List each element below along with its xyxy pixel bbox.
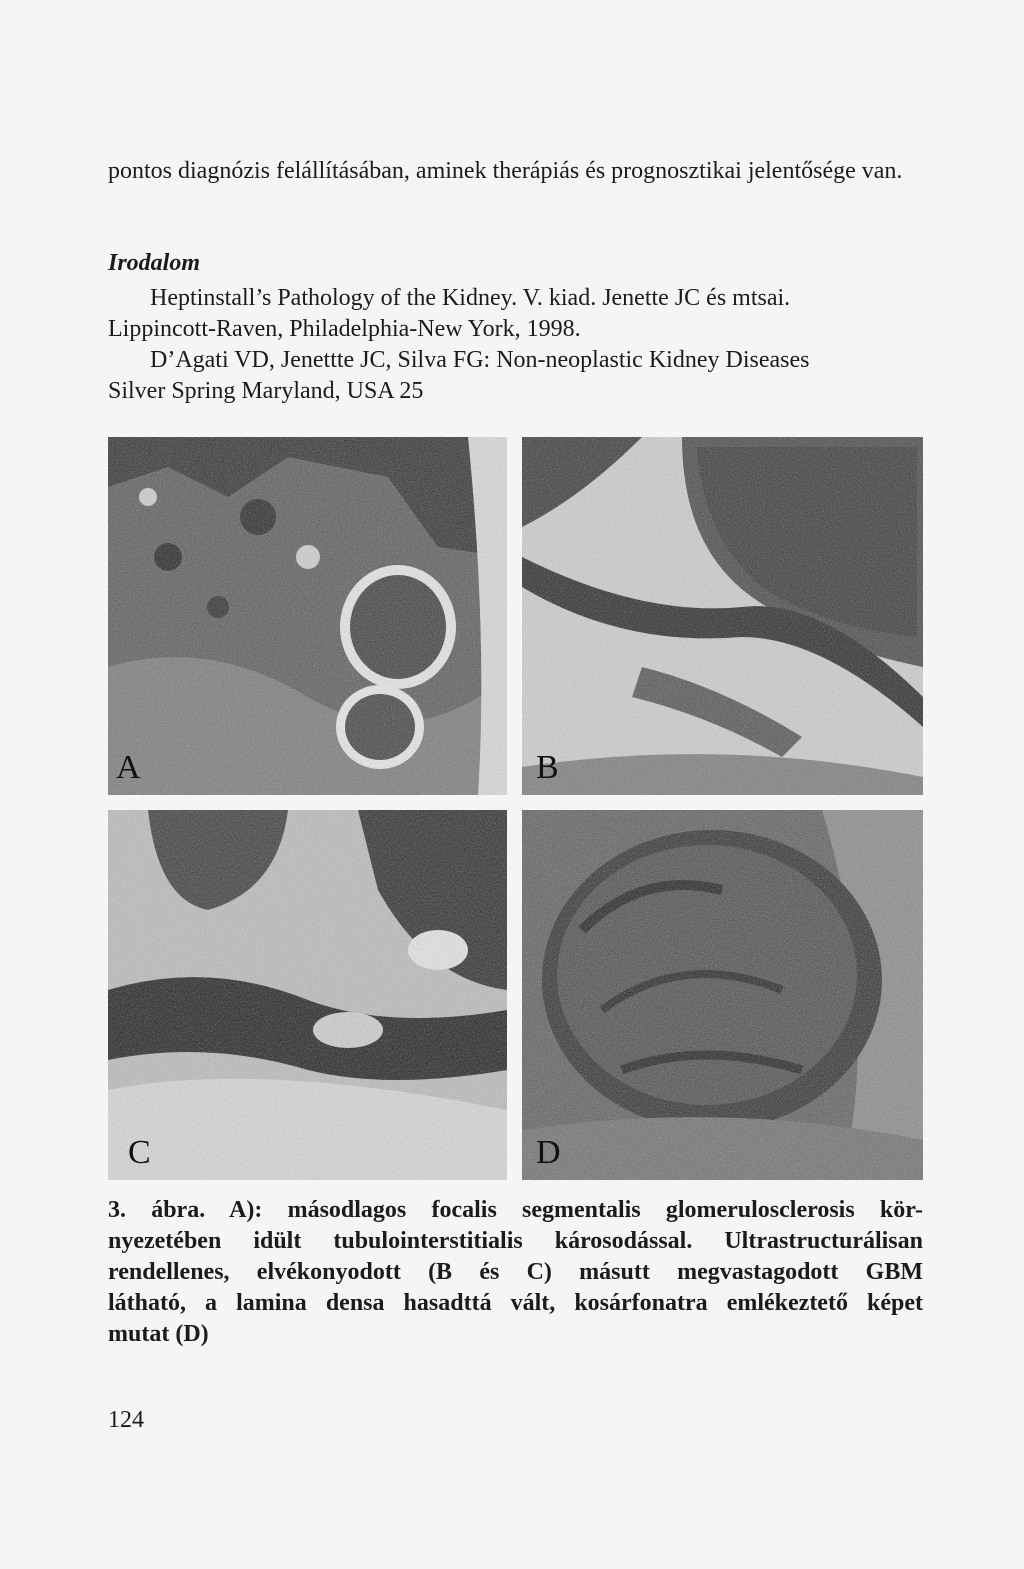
reference-line: Lippincott-Raven, Philadelphia-New York, 1998. xyxy=(108,316,581,342)
caption-line: látható, a lamina densa hasadttá vált, kosárfonatra emlékeztető képet xyxy=(108,1290,923,1316)
reference-line: D’Agati VD, Jenettte JC, Silva FG: Non-neoplastic Kidney Diseases xyxy=(150,347,810,373)
intro-paragraph: pontos diagnózis felállításában, aminek therápiás és prognosztikai jelentősége van. xyxy=(108,158,903,184)
page-number: 124 xyxy=(108,1407,144,1433)
panel-label: A xyxy=(116,749,141,786)
panel-label: B xyxy=(536,749,559,786)
caption-line: 3. ábra. A): másodlagos focalis segmentalis glomerulosclerosis kör- xyxy=(108,1197,923,1223)
caption-line: rendellenes, elvékonyodott (B és C) másutt megvastagodott GBM xyxy=(108,1259,923,1285)
reference-item xyxy=(108,345,923,407)
micrograph-panel-b xyxy=(522,437,923,795)
reference-line: Silver Spring Maryland, USA 25 xyxy=(108,378,424,404)
reference-item xyxy=(108,283,923,345)
micrograph-image xyxy=(522,810,923,1180)
micrograph-panel-c xyxy=(108,810,507,1180)
micrograph-image xyxy=(108,810,507,1180)
reference-line: Heptinstall’s Pathology of the Kidney. V. kiad. Jenette JC és mtsai. xyxy=(150,285,791,311)
micrograph-panel-d xyxy=(522,810,923,1180)
caption-line: nyezetében idült tubulointerstitialis károsodással. Ultrastructurálisan xyxy=(108,1228,923,1254)
micrograph-panel-a xyxy=(108,437,507,795)
references-heading: Irodalom xyxy=(108,250,201,276)
document-page xyxy=(108,0,923,1569)
micrograph-image xyxy=(108,437,507,795)
panel-label: C xyxy=(128,1134,151,1171)
panel-label: D xyxy=(536,1134,561,1171)
micrograph-image xyxy=(522,437,923,795)
caption-line: mutat (D) xyxy=(108,1321,209,1347)
micrograph-figure xyxy=(108,437,923,1180)
figure-caption xyxy=(108,1195,923,1350)
